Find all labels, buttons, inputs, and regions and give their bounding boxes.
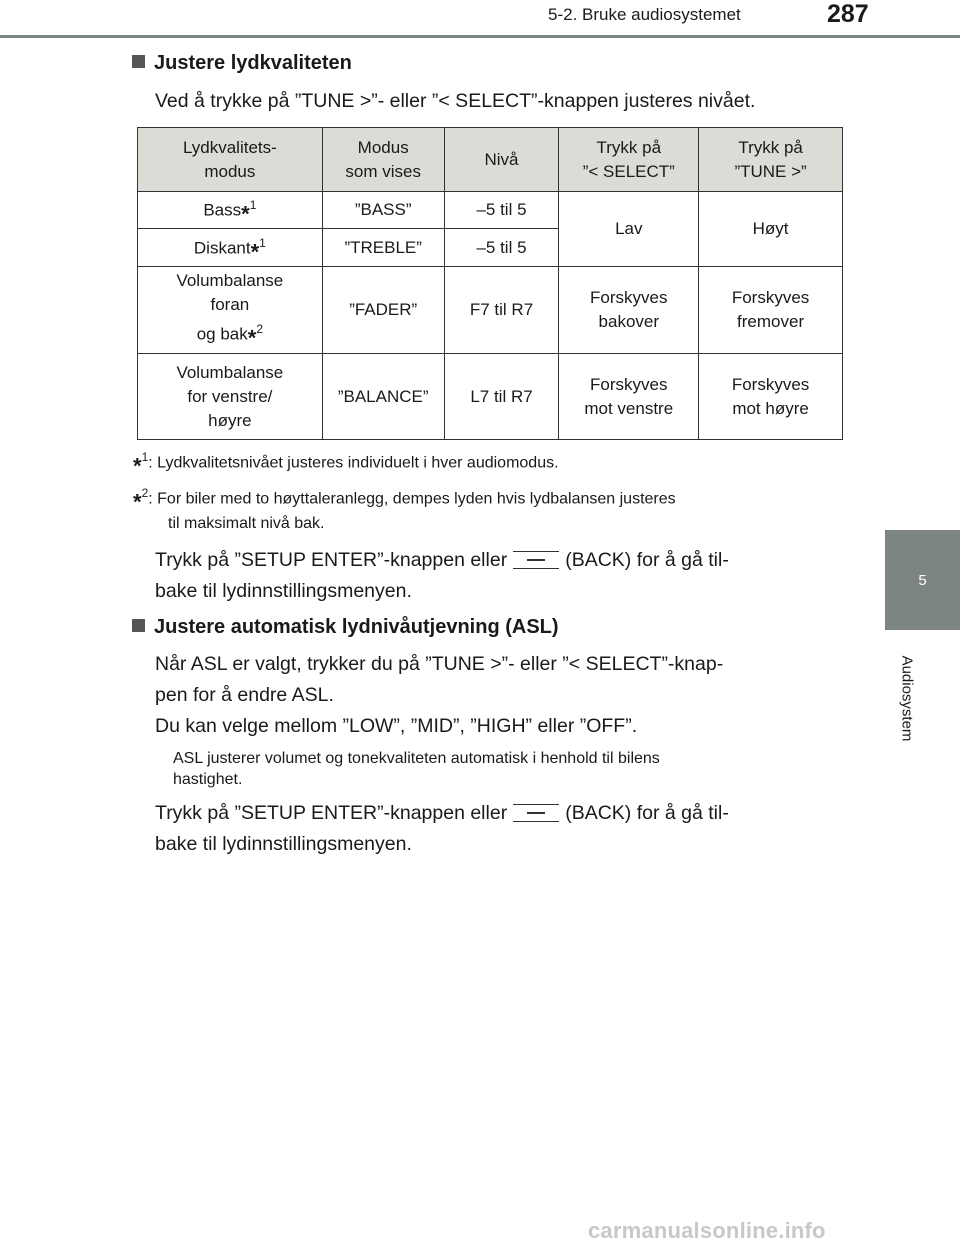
- back-button-icon: [513, 804, 559, 822]
- col-header-tune: Trykk på ”TUNE >”: [699, 128, 843, 192]
- tab-tick: [953, 622, 960, 624]
- intro-paragraph: Ved å trykke på ”TUNE >”- eller ”< SELECT”-knappen justeres nivået.: [155, 90, 756, 112]
- cell-mode: Volumbalanse for venstre/ høyre: [138, 354, 323, 440]
- header-rule: [0, 35, 960, 38]
- footnote-2: *$^2$: For biler med to høyttaleranlegg, dempes lyden hvis lydbalansen justeres: [133, 486, 676, 515]
- cell-level: L7 til R7: [444, 354, 559, 440]
- col-header-mode: Lydkvalitets- modus: [138, 128, 323, 192]
- footnote-1: *$^1$: Lydkvalitetsnivået justeres individuelt i hver audiomodus.: [133, 450, 559, 479]
- back-button-icon: [513, 551, 559, 569]
- heading-text: Justere lydkvaliteten: [154, 52, 352, 74]
- table-header-row: [138, 128, 843, 192]
- sound-quality-table: [137, 127, 843, 440]
- cell-select-merged: Lav: [559, 192, 699, 267]
- cell-select: Forskyves mot venstre: [559, 354, 699, 440]
- section-heading-asl: [132, 616, 559, 639]
- cell-mode: Bass*$^1$: [138, 192, 323, 229]
- table-row: [138, 192, 843, 229]
- cell-display: ”TREBLE”: [322, 229, 444, 267]
- table-row: [138, 267, 843, 354]
- cell-level: –5 til 5: [444, 192, 559, 229]
- heading-text: Justere automatisk lydnivåutjevning (ASL): [154, 616, 559, 638]
- footnote-2-continued: til maksimalt nivå bak.: [168, 515, 325, 532]
- cell-level: –5 til 5: [444, 229, 559, 267]
- asl-paragraph: Når ASL er valgt, trykker du på ”TUNE >”- eller ”< SELECT”-knap- pen for å endre ASL. Du kan velge mellom ”LOW”, ”MID”, ”HIGH” eller ”OFF”.: [155, 653, 724, 737]
- square-bullet-icon: [132, 55, 145, 68]
- col-header-display: Modus som vises: [322, 128, 444, 192]
- cell-tune: Forskyves fremover: [699, 267, 843, 354]
- asl-note: ASL justerer volumet og tonekvaliteten automatisk i henhold til bilens hastighet.: [173, 750, 660, 788]
- cell-mode: Diskant*$^1$: [138, 229, 323, 267]
- cell-tune: Forskyves mot høyre: [699, 354, 843, 440]
- watermark: carmanualsonline.info: [588, 1218, 826, 1243]
- page-number: 287: [827, 0, 869, 28]
- col-header-select: Trykk på ”< SELECT”: [559, 128, 699, 192]
- chapter-label: Audiosystem: [898, 655, 916, 742]
- cell-mode: Volumbalanse foran og bak*$^2$: [138, 267, 323, 354]
- cell-level: F7 til R7: [444, 267, 559, 354]
- col-header-level: Nivå: [444, 128, 559, 192]
- table-row: [138, 354, 843, 440]
- back-instruction: Trykk på ”SETUP ENTER”-knappen eller (BACK) for å gå til- bake til lydinnstillingsmenyen.: [155, 549, 729, 602]
- cell-display: ”FADER”: [322, 267, 444, 354]
- chapter-tab[interactable]: [885, 530, 960, 630]
- chapter-number: 5: [918, 572, 927, 589]
- back-instruction: Trykk på ”SETUP ENTER”-knappen eller (BACK) for å gå til- bake til lydinnstillingsmenyen.: [155, 802, 729, 855]
- cell-display: ”BASS”: [322, 192, 444, 229]
- section-title: 5-2. Bruke audiosystemet: [548, 5, 741, 24]
- cell-display: ”BALANCE”: [322, 354, 444, 440]
- square-bullet-icon: [132, 619, 145, 632]
- cell-select: Forskyves bakover: [559, 267, 699, 354]
- cell-tune-merged: Høyt: [699, 192, 843, 267]
- section-heading-sound-quality: [132, 52, 352, 75]
